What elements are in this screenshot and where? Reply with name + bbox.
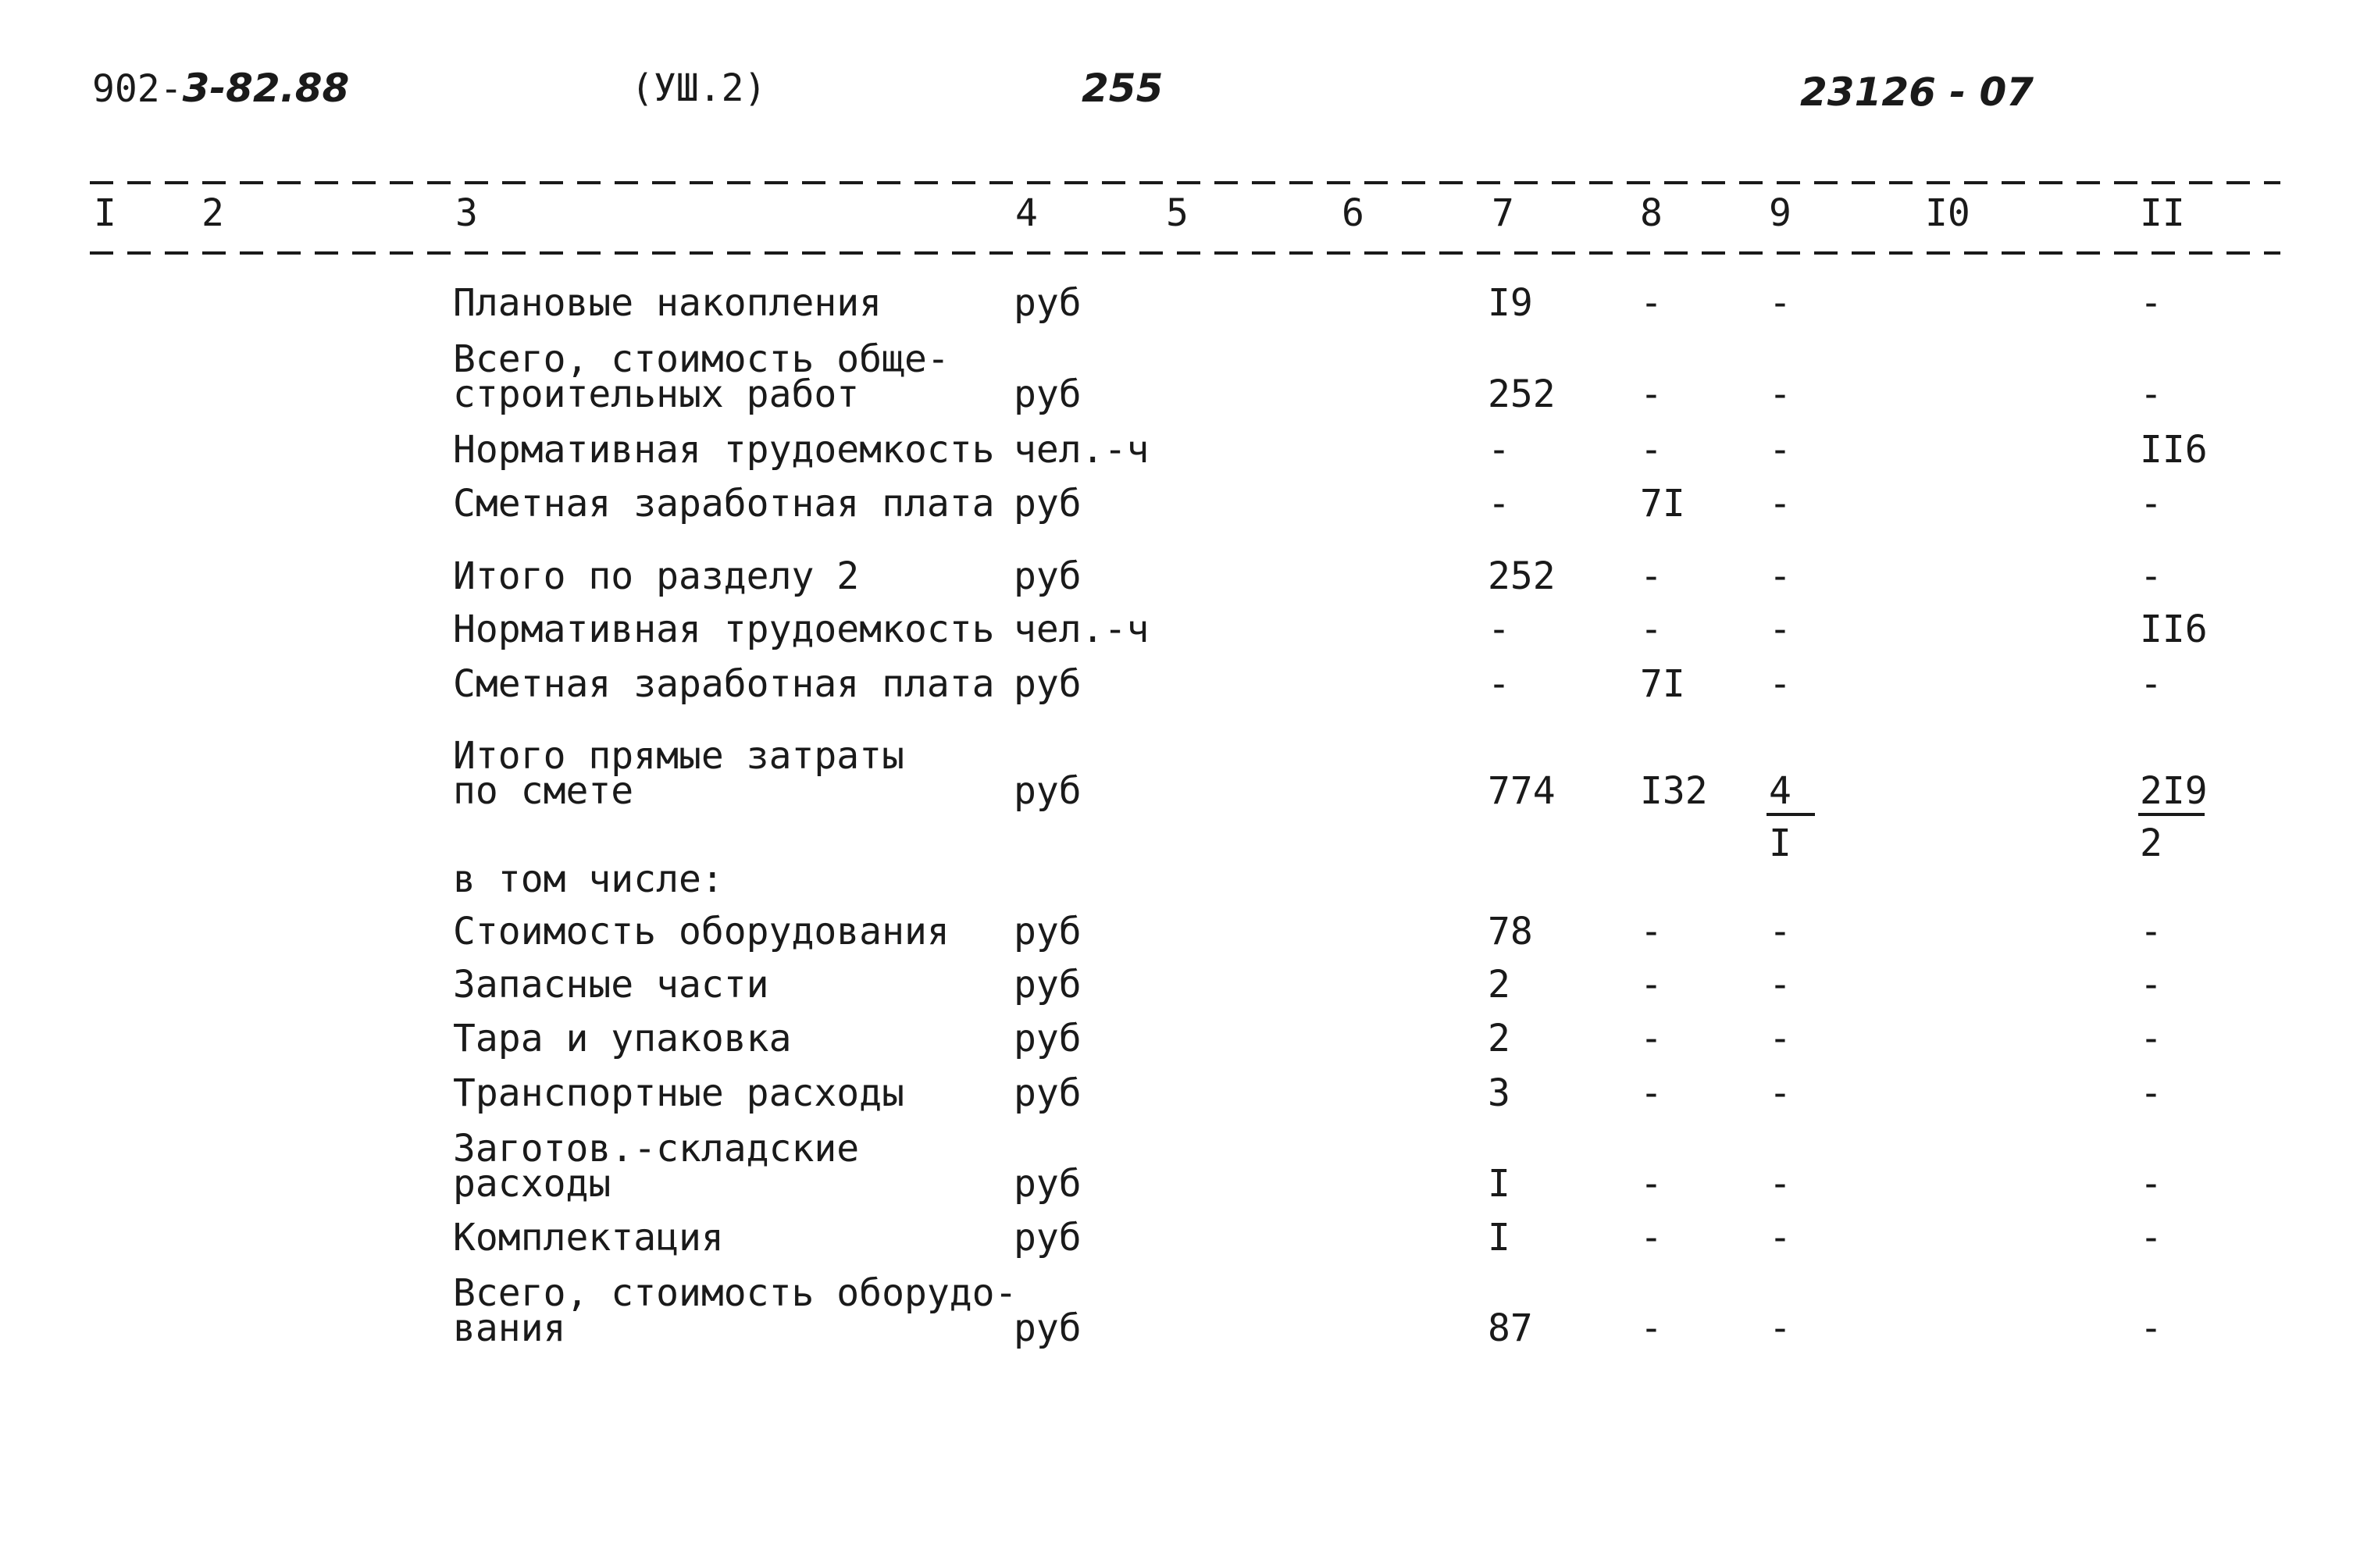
row-col8: 7I (1640, 662, 1685, 706)
row-name: Тара и упаковка (453, 1017, 792, 1060)
row-col11: - (2140, 910, 2162, 953)
row-col7: I9 (1488, 281, 1533, 325)
row-name: в том числе: (453, 857, 724, 901)
row-name: Запасные части (453, 963, 769, 1007)
row-name: Нормативная трудоемкость (453, 608, 995, 651)
row-col7: 3 (1488, 1071, 1510, 1115)
row-col11: - (2140, 662, 2162, 706)
row-col11-denominator: 2 (2140, 821, 2162, 865)
header-rule-bottom (90, 251, 2280, 255)
row-col11: - (2140, 1216, 2162, 1260)
row-col7: I (1488, 1162, 1510, 1206)
row-col8: - (1640, 281, 1663, 325)
row-col9: - (1769, 1162, 1791, 1206)
row-col8: - (1640, 1306, 1663, 1350)
col-header-10: I0 (1925, 191, 1970, 235)
row-col11: - (2140, 1071, 2162, 1115)
row-name-cont: строительных работ (453, 372, 860, 416)
row-col9: - (1769, 281, 1791, 325)
row-col8: - (1640, 554, 1663, 598)
row-col9-denominator: I (1769, 821, 1791, 865)
row-col7: - (1488, 428, 1510, 472)
row-col11: II6 (2140, 428, 2208, 472)
row-col11: - (2140, 1162, 2162, 1206)
row-name-cont: по смете (453, 769, 634, 813)
page-number: 255 (1082, 66, 1164, 111)
row-name: Стоимость оборудования (453, 910, 950, 953)
row-unit: руб (1014, 1017, 1082, 1060)
row-unit: руб (1014, 1306, 1082, 1350)
row-col8: I32 (1640, 769, 1708, 813)
row-col8: - (1640, 910, 1663, 953)
row-col7: 78 (1488, 910, 1533, 953)
col-header-5: 5 (1166, 191, 1189, 235)
doc-code-suffix: 3-82.88 (182, 66, 350, 111)
row-name: Итого прямые затраты (453, 734, 904, 778)
row-name: Заготов.-складские (453, 1127, 860, 1171)
row-name: Итого по разделу 2 (453, 554, 860, 598)
row-unit: руб (1014, 554, 1082, 598)
row-col8: - (1640, 428, 1663, 472)
row-unit: чел.-ч (1014, 428, 1150, 472)
row-col7: 2 (1488, 1017, 1510, 1060)
row-col11-numerator: 2I9 (2140, 769, 2208, 813)
row-unit: руб (1014, 963, 1082, 1007)
row-col8: - (1640, 1017, 1663, 1060)
header-rule-top (90, 181, 2280, 184)
row-col9: - (1769, 910, 1791, 953)
col-header-7: 7 (1492, 191, 1514, 235)
row-name-cont: расходы (453, 1162, 611, 1206)
row-col9: - (1769, 1216, 1791, 1260)
row-unit: руб (1014, 281, 1082, 325)
row-col9: - (1769, 1017, 1791, 1060)
row-unit: руб (1014, 662, 1082, 706)
row-col7: 252 (1488, 554, 1556, 598)
row-col9: - (1769, 1306, 1791, 1350)
row-col8: - (1640, 1071, 1663, 1115)
row-unit: руб (1014, 769, 1082, 813)
row-col8: - (1640, 1162, 1663, 1206)
row-name: Комплектация (453, 1216, 724, 1260)
doc-code-prefix: 902- (92, 67, 183, 111)
row-col8: - (1640, 608, 1663, 651)
row-col9: - (1769, 608, 1791, 651)
row-col11: - (2140, 281, 2162, 325)
row-col7: - (1488, 482, 1510, 526)
row-col7: I (1488, 1216, 1510, 1260)
col-header-3: 3 (455, 191, 478, 235)
row-name: Нормативная трудоемкость (453, 428, 995, 472)
row-col11: - (2140, 554, 2162, 598)
row-name: Транспортные расходы (453, 1071, 904, 1115)
row-col9: - (1769, 1071, 1791, 1115)
row-col11: - (2140, 963, 2162, 1007)
row-col8: - (1640, 372, 1663, 416)
row-name: Сметная заработная плата (453, 482, 995, 526)
row-col11: - (2140, 372, 2162, 416)
row-name-cont: вания (453, 1306, 566, 1350)
col11-fraction-line (2138, 813, 2205, 816)
col-header-2: 2 (201, 191, 224, 235)
row-col11: - (2140, 482, 2162, 526)
row-name: Сметная заработная плата (453, 662, 995, 706)
row-col8: - (1640, 963, 1663, 1007)
row-col9: - (1769, 372, 1791, 416)
col-header-4: 4 (1015, 191, 1038, 235)
row-col9-numerator: 4 (1769, 769, 1791, 813)
row-name: Плановые накопления (453, 281, 882, 325)
row-col11: II6 (2140, 608, 2208, 651)
row-col7: 2 (1488, 963, 1510, 1007)
row-col9: - (1769, 963, 1791, 1007)
row-col7: 774 (1488, 769, 1556, 813)
row-col9: - (1769, 554, 1791, 598)
row-col7: - (1488, 662, 1510, 706)
row-unit: руб (1014, 1071, 1082, 1115)
row-col7: - (1488, 608, 1510, 651)
row-col9: - (1769, 482, 1791, 526)
row-col7: 252 (1488, 372, 1556, 416)
row-unit: руб (1014, 372, 1082, 416)
doc-code (92, 66, 349, 111)
doc-number: 23126 - 07 (1800, 69, 2034, 115)
section-ref: (УШ.2) (631, 66, 767, 110)
col-header-8: 8 (1640, 191, 1663, 235)
row-unit: чел.-ч (1014, 608, 1150, 651)
col-header-9: 9 (1769, 191, 1791, 235)
row-unit: руб (1014, 482, 1082, 526)
row-name: Всего, стоимость оборудо- (453, 1271, 1018, 1315)
row-unit: руб (1014, 910, 1082, 953)
col-header-11: II (2140, 191, 2185, 235)
row-col7: 87 (1488, 1306, 1533, 1350)
col-header-6: 6 (1342, 191, 1364, 235)
row-col8: 7I (1640, 482, 1685, 526)
row-col11: - (2140, 1017, 2162, 1060)
row-name: Всего, стоимость обще- (453, 337, 950, 381)
row-unit: руб (1014, 1216, 1082, 1260)
row-unit: руб (1014, 1162, 1082, 1206)
col9-fraction-line (1767, 813, 1815, 816)
row-col9: - (1769, 428, 1791, 472)
col-header-1: I (94, 191, 116, 235)
row-col8: - (1640, 1216, 1663, 1260)
row-col9: - (1769, 662, 1791, 706)
row-col11: - (2140, 1306, 2162, 1350)
